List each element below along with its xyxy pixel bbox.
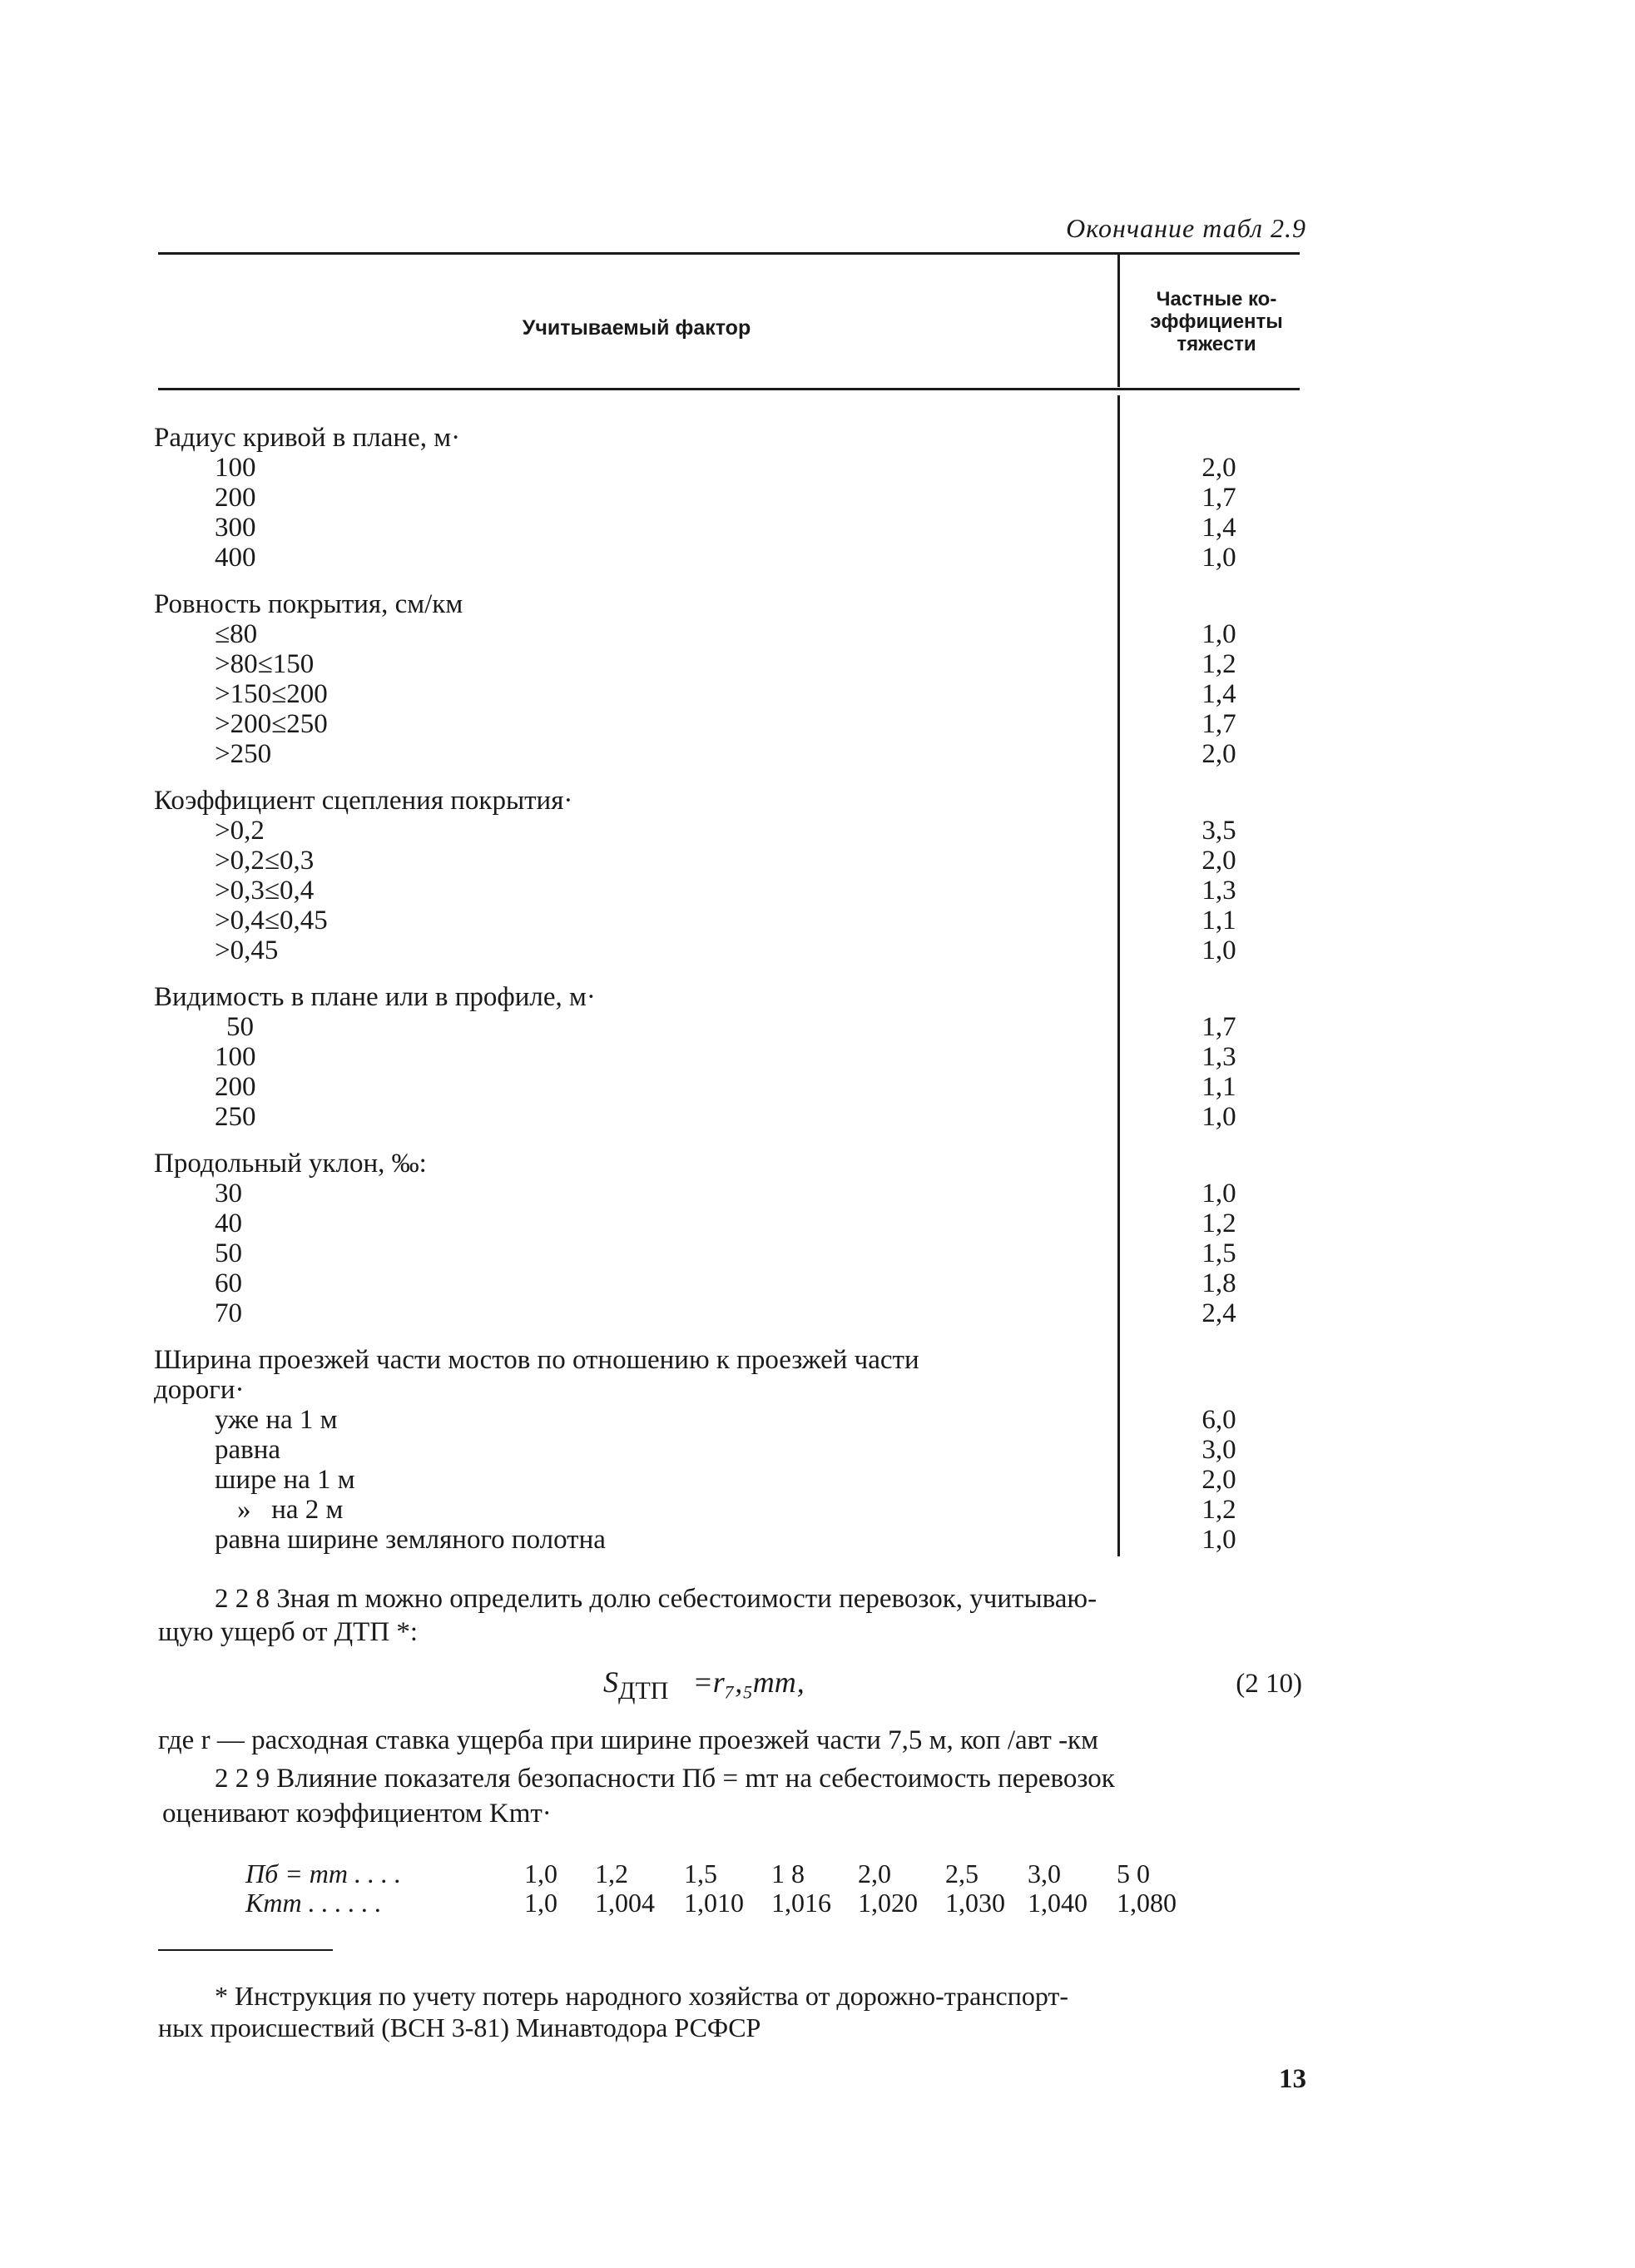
paragraph-2-2-8-line1: 2 2 8 Зная m можно определить долю себестоимости перевозок, учитываю- [215,1584,1097,1614]
footnote-line2: ных происшествий (ВСН 3-81) Минавтодора РСФСР [158,2012,761,2042]
header-factor: Учитываемый фактор [522,316,751,340]
formula-2-10 [603,1665,805,1705]
paragraph-2-2-9-line2: оценивают коэффициентом Kmт· [162,1799,552,1829]
formula-rhs: =r₇,₅mт, [692,1665,805,1699]
formula-subscript: ДТП [618,1677,669,1705]
header-coef-line2: эффициенты [1150,310,1283,333]
header-coef-line1: Частные ко- [1156,288,1277,310]
kt-table-row1: Пб = mт . . . . 1,0 1,2 1,5 1 8 2,0 2,5 3,0 5 0 [245,1859,1150,1888]
body-column-divider [1117,395,1120,1556]
header-coef-line3: тяжести [1177,333,1256,355]
paragraph-2-2-8-line2: щую ущерб от ДТП *: [158,1617,419,1647]
paragraph-2-2-9-line1: 2 2 9 Влияние показателя безопасности Пб = mт на себестоимость перевозок [215,1764,1115,1794]
table-top-rule [158,252,1300,255]
page-number: 13 [1279,2064,1306,2094]
footnote-line1: * Инструкция по учету потерь народного хозяйства от дорожно-транспорт- [215,1981,1069,2011]
kt-table-row2: Kmт . . . . . . 1,0 1,004 1,010 1,016 1,020 1,030 1,040 1,080 [245,1888,1177,1918]
table-caption: Окончание табл 2.9 [1066,213,1306,243]
footnote-rule [158,1949,333,1951]
header-coefficients [1125,288,1308,355]
where-line: где r — расходная ставка ущерба при ширине проезжей части 7,5 м, коп /авт -км [158,1725,1098,1755]
header-column-divider [1117,254,1120,387]
header-bottom-rule [158,388,1300,390]
formula-number: (2 10) [1236,1669,1302,1699]
formula-lhs: S [603,1665,618,1699]
